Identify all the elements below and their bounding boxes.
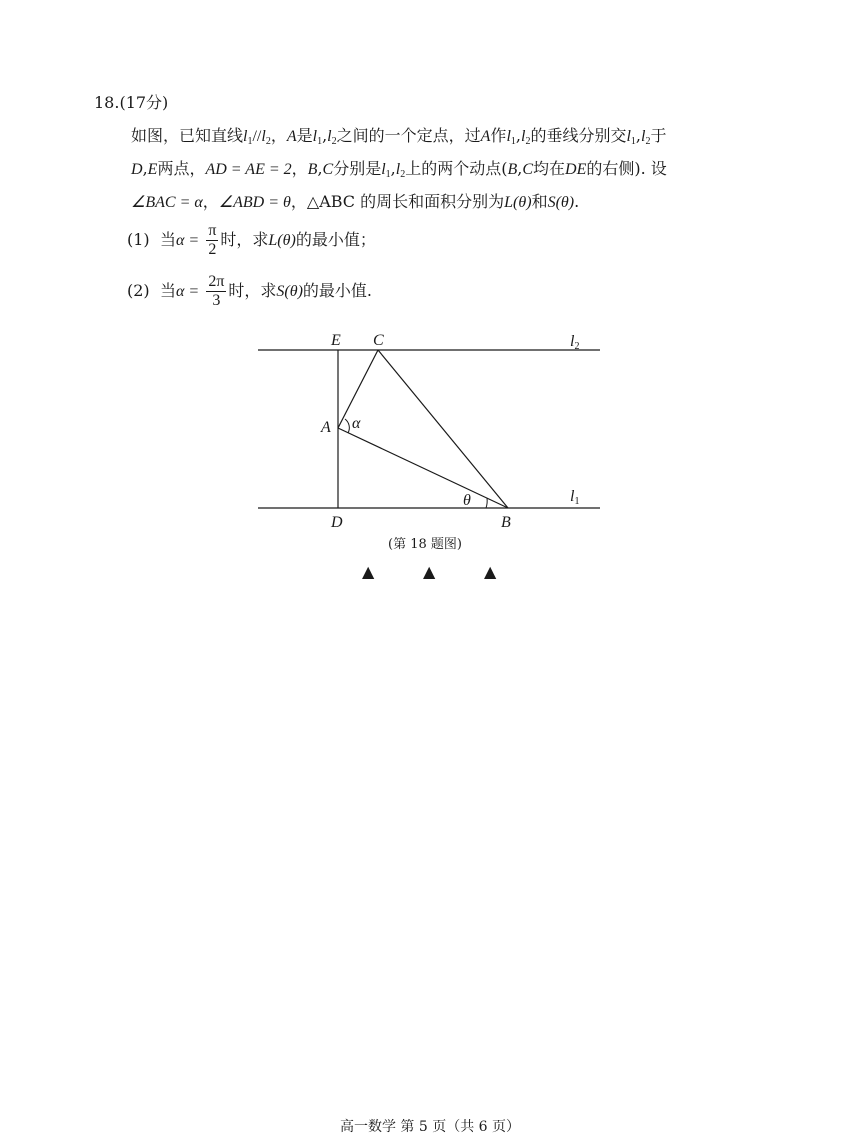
- triangle-marker-icon: ▲: [484, 562, 497, 581]
- stem-line-1: 如图，已知直线$l_1//l_2$，A是$l_1,l_2$之间的一个定点，过A作$l_1,l_2$的垂线分别交$l_1,l_2$于: [131, 126, 667, 147]
- label-D: D: [331, 514, 343, 531]
- triangle-marker-icon: ▲: [362, 562, 375, 581]
- label-alpha: α: [352, 415, 361, 432]
- label-C: C: [373, 332, 384, 349]
- triangle-marker-icon: ▲: [423, 562, 436, 581]
- label-E: E: [331, 332, 341, 349]
- figure-caption: (第 18 题图): [388, 537, 462, 552]
- segment-AB: [338, 428, 508, 508]
- angle-alpha-arc: [345, 419, 349, 433]
- question-points: (17分): [119, 93, 169, 112]
- end-markers: [362, 562, 545, 581]
- label-B: B: [501, 514, 511, 531]
- page-footer: 高一数学 第 5 页（共 6 页）: [339, 1119, 521, 1135]
- angle-theta-arc: [486, 498, 487, 508]
- fraction-2pi-over-3: $\frac{2\pi}{3}$: [208, 273, 225, 309]
- geometry-figure: [0, 0, 860, 540]
- part-1: (1) 当α = $\frac{\pi}{2}$ 时，求L(θ)的最小值；: [127, 222, 376, 258]
- label-theta: θ: [463, 492, 471, 509]
- part-2: (2) 当α = $\frac{2\pi}{3}$ 时，求S(θ)的最小值.: [127, 273, 373, 309]
- question-number: 18.: [94, 93, 120, 112]
- label-A: A: [321, 419, 331, 436]
- stem-line-3: ∠BAC = α，∠ABD = θ，△ABC 的周长和面积分别为L(θ)和S(θ).: [131, 192, 580, 211]
- segment-CB: [378, 350, 508, 508]
- stem-line-2: D,E两点，AD = AE = 2，B,C分别是$l_1,l_2$上的两个动点(B,C均在DE的右侧). 设: [131, 159, 667, 180]
- label-l1: l1: [570, 488, 580, 507]
- fraction-pi-over-2: $\frac{\pi}{2}$: [208, 222, 217, 258]
- label-l2: l2: [570, 333, 580, 352]
